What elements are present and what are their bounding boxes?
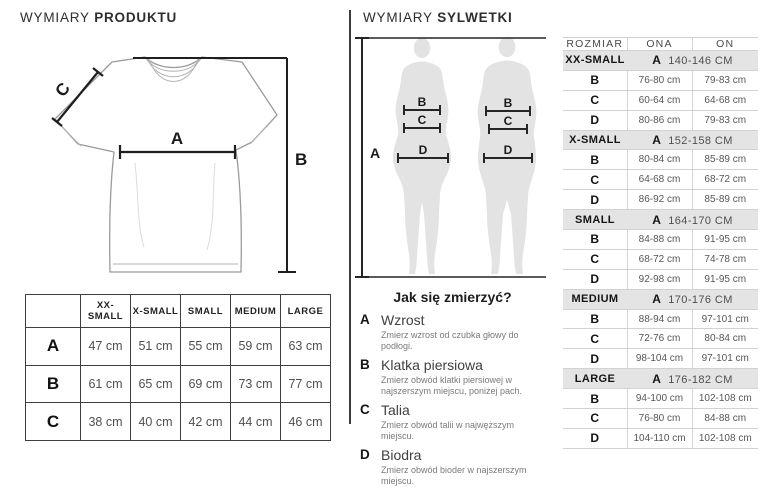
size-group-height	[627, 130, 758, 150]
size-group-name: MEDIUM	[563, 289, 627, 309]
size-value-her: 86-92 cm	[627, 190, 692, 210]
height-range: 164-170 CM	[668, 214, 733, 227]
size-value-her: 80-86 cm	[627, 110, 692, 130]
tshirt-measurement-diagram	[15, 45, 345, 285]
size-group-height	[627, 369, 758, 389]
size-row-label: B	[563, 389, 627, 409]
measure-name: Biodra	[381, 447, 422, 463]
size-row-label: C	[563, 170, 627, 190]
size-data-row	[563, 389, 758, 409]
size-group-row	[563, 369, 758, 389]
size-value-her: 88-94 cm	[627, 309, 692, 329]
size-data-row	[563, 110, 758, 130]
size-group-row	[563, 51, 758, 71]
product-table-header-row	[26, 295, 331, 328]
title-regular-part: WYMIARY	[20, 10, 90, 25]
product-row-label: C	[26, 403, 81, 441]
size-data-row	[563, 409, 758, 429]
size-group-height	[627, 289, 758, 309]
height-letter: A	[652, 212, 662, 227]
product-value-cell: 65 cm	[131, 365, 181, 403]
height-range: 176-182 CM	[668, 373, 733, 386]
product-value-cell: 69 cm	[181, 365, 231, 403]
title-regular-part: WYMIARY	[363, 10, 433, 25]
size-value-her: 92-98 cm	[627, 269, 692, 289]
size-value-him: 102-108 cm	[692, 428, 758, 448]
product-value-cell: 51 cm	[131, 328, 181, 366]
size-data-row	[563, 269, 758, 289]
size-group-name: X-SMALL	[563, 130, 627, 150]
product-table-row	[26, 328, 331, 366]
size-row-label: D	[563, 190, 627, 210]
how-to-item-hips	[360, 447, 546, 486]
measure-line-height-a	[355, 38, 369, 277]
height-letter: A	[652, 371, 662, 386]
product-value-cell: 59 cm	[231, 328, 281, 366]
size-value-him: 79-83 cm	[692, 70, 758, 90]
size-value-him: 85-89 cm	[692, 150, 758, 170]
size-header-ona: ONA	[627, 38, 692, 51]
body-silhouette-diagram	[352, 32, 552, 282]
silhouette-label-a: A	[370, 145, 381, 161]
size-data-row	[563, 150, 758, 170]
size-data-row	[563, 309, 758, 329]
size-value-her: 84-88 cm	[627, 230, 692, 250]
size-row-label: D	[563, 269, 627, 289]
size-group-name: XX-SMALL	[563, 51, 627, 71]
measure-description: Zmierz wzrost od czubka głowy do podłogi.	[381, 330, 519, 351]
size-value-her: 72-76 cm	[627, 329, 692, 349]
size-group-height	[627, 51, 758, 71]
product-table-corner-cell	[26, 295, 81, 328]
tshirt-label-c: C	[51, 78, 74, 101]
product-value-cell: 73 cm	[231, 365, 281, 403]
product-col-header: MEDIUM	[231, 295, 281, 328]
size-value-him: 97-101 cm	[692, 349, 758, 369]
measure-letter: C	[360, 402, 370, 417]
measure-letter: B	[360, 357, 370, 372]
size-value-him: 74-78 cm	[692, 249, 758, 269]
how-to-measure-heading: Jak się zmierzyć?	[393, 289, 512, 305]
size-group-row	[563, 130, 758, 150]
size-group-name: LARGE	[563, 369, 627, 389]
height-range: 152-158 CM	[668, 135, 733, 147]
body-section-title	[363, 10, 513, 25]
size-value-her: 76-80 cm	[627, 409, 692, 429]
product-dimensions-table	[25, 294, 331, 441]
product-col-header: X-SMALL	[131, 295, 181, 328]
height-letter: A	[652, 133, 662, 147]
size-value-him: 91-95 cm	[692, 269, 758, 289]
size-data-row	[563, 349, 758, 369]
measure-description: Zmierz obwód bioder w najszerszym miejscu.	[381, 465, 527, 486]
size-group-row	[563, 289, 758, 309]
tshirt-outline	[55, 57, 277, 272]
vertical-divider	[349, 10, 351, 424]
size-value-him: 84-88 cm	[692, 409, 758, 429]
product-value-cell: 46 cm	[281, 403, 331, 441]
size-data-row	[563, 329, 758, 349]
size-value-him: 91-95 cm	[692, 230, 758, 250]
product-value-cell: 63 cm	[281, 328, 331, 366]
product-table-row	[26, 365, 331, 403]
height-letter: A	[652, 53, 662, 68]
product-col-header: XX-SMALL	[81, 295, 131, 328]
height-letter: A	[652, 292, 662, 307]
size-row-label: C	[563, 409, 627, 429]
measure-letter: D	[360, 447, 370, 462]
size-row-label: C	[563, 249, 627, 269]
height-range: 140-146 CM	[668, 55, 733, 68]
measure-name: Talia	[381, 402, 410, 418]
size-value-him: 102-108 cm	[692, 389, 758, 409]
size-data-row	[563, 249, 758, 269]
measure-name: Wzrost	[381, 312, 425, 328]
measure-description: Zmierz obwód klatki piersiowej w najszerszym miejscu, poniżej pach.	[381, 375, 523, 396]
measure-letter: A	[360, 312, 370, 327]
product-value-cell: 61 cm	[81, 365, 131, 403]
female-label-c: C	[417, 113, 427, 127]
product-value-cell: 77 cm	[281, 365, 331, 403]
size-row-label: D	[563, 110, 627, 130]
size-value-him: 68-72 cm	[692, 170, 758, 190]
size-group-name: SMALL	[563, 210, 627, 230]
measure-name: Klatka piersiowa	[381, 357, 483, 373]
tshirt-label-b: B	[295, 150, 308, 169]
how-to-measure-list	[360, 312, 546, 492]
title-bold-part: SYLWETKI	[437, 10, 513, 25]
size-chart-table	[563, 37, 758, 449]
size-data-row	[563, 230, 758, 250]
measure-description: Zmierz obwód talii w najwęższym miejscu.	[381, 420, 515, 441]
size-data-row	[563, 428, 758, 448]
male-label-d: D	[503, 143, 513, 157]
size-value-him: 79-83 cm	[692, 110, 758, 130]
size-header-rozmiar: ROZMIAR	[563, 38, 627, 51]
product-col-header: LARGE	[281, 295, 331, 328]
height-range: 170-176 CM	[668, 294, 733, 307]
size-row-label: B	[563, 309, 627, 329]
size-value-him: 64-68 cm	[692, 90, 758, 110]
size-value-her: 104-110 cm	[627, 428, 692, 448]
size-row-label: C	[563, 329, 627, 349]
size-value-her: 64-68 cm	[627, 170, 692, 190]
size-value-her: 98-104 cm	[627, 349, 692, 369]
size-value-her: 76-80 cm	[627, 70, 692, 90]
size-data-row	[563, 170, 758, 190]
size-row-label: D	[563, 428, 627, 448]
product-col-header: SMALL	[181, 295, 231, 328]
size-value-her: 94-100 cm	[627, 389, 692, 409]
product-value-cell: 38 cm	[81, 403, 131, 441]
size-data-row	[563, 70, 758, 90]
product-value-cell: 44 cm	[231, 403, 281, 441]
product-value-cell: 47 cm	[81, 328, 131, 366]
size-data-row	[563, 190, 758, 210]
product-section-title	[20, 10, 177, 25]
how-to-item-chest	[360, 357, 546, 396]
size-row-label: C	[563, 90, 627, 110]
male-label-c: C	[503, 114, 513, 128]
size-value-her: 60-64 cm	[627, 90, 692, 110]
how-to-item-height	[360, 312, 546, 351]
male-label-b: B	[503, 96, 513, 110]
size-value-her: 68-72 cm	[627, 249, 692, 269]
size-header-on: ON	[692, 38, 758, 51]
product-value-cell: 42 cm	[181, 403, 231, 441]
product-row-label: B	[26, 365, 81, 403]
size-table-header-row	[563, 38, 758, 51]
size-group-height	[627, 210, 758, 230]
size-group-row	[563, 210, 758, 230]
title-bold-part: PRODUKTU	[94, 10, 178, 25]
how-to-item-waist	[360, 402, 546, 441]
size-value-her: 80-84 cm	[627, 150, 692, 170]
product-value-cell: 55 cm	[181, 328, 231, 366]
size-row-label: D	[563, 349, 627, 369]
product-value-cell: 40 cm	[131, 403, 181, 441]
size-value-him: 80-84 cm	[692, 329, 758, 349]
female-label-d: D	[418, 143, 428, 157]
product-row-label: A	[26, 328, 81, 366]
size-row-label: B	[563, 150, 627, 170]
size-value-him: 85-89 cm	[692, 190, 758, 210]
size-row-label: B	[563, 230, 627, 250]
size-row-label: B	[563, 70, 627, 90]
size-value-him: 97-101 cm	[692, 309, 758, 329]
tshirt-label-a: A	[170, 129, 184, 148]
size-data-row	[563, 90, 758, 110]
female-label-b: B	[417, 95, 427, 109]
product-table-row	[26, 403, 331, 441]
